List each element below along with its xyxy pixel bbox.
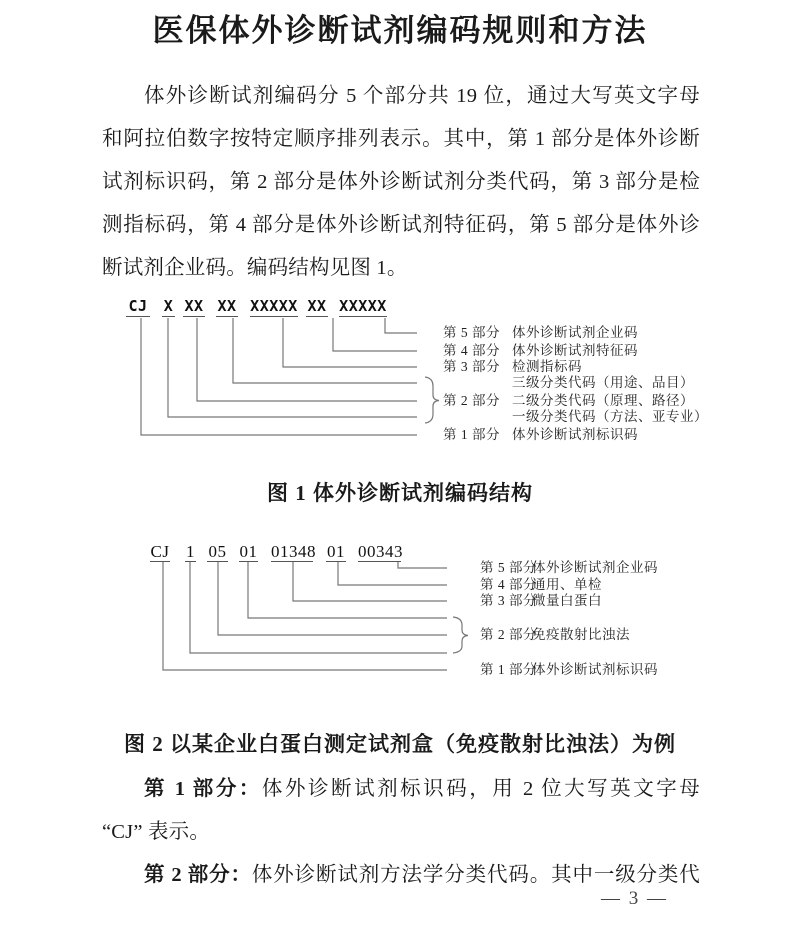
- fig2-part-desc: 通用、单检: [532, 577, 602, 592]
- figure2-diagram: [0, 540, 800, 692]
- figure2-caption: 图 2 以某企业白蛋白测定试剂盒（免疫散射比浊法）为例: [124, 732, 676, 756]
- fig1-part-label: 第 1 部分: [443, 427, 500, 442]
- fig1-code-segment: X: [163, 297, 174, 315]
- intro-line: 试剂标识码，第 2 部分是体外诊断试剂分类代码，第 3 部分是检: [102, 171, 700, 193]
- section1-line: [102, 768, 700, 811]
- section1-text: 体外诊断试剂标识码，用 2 位大写英文字母: [261, 778, 700, 800]
- fig1-part-label: 第 2 部分: [443, 393, 500, 408]
- fig2-part-label: 第 1 部分: [480, 662, 537, 677]
- fig1-code-segment: XX: [307, 297, 327, 315]
- fig1-part-desc: 检测指标码: [512, 359, 582, 374]
- figure1-diagram: [0, 295, 800, 465]
- fig1-part-label: 第 5 部分: [443, 325, 500, 340]
- section1-label: 第 1 部分：: [144, 778, 262, 800]
- fig2-code-segment: 05: [208, 542, 227, 561]
- fig1-part-desc: 体外诊断试剂标识码: [512, 427, 638, 442]
- fig1-label-row: [0, 359, 800, 375]
- figure1-caption: 图 1 体外诊断试剂编码结构: [267, 481, 533, 505]
- intro-line: 体外诊断试剂编码分 5 个部分共 19 位，通过大写英文字母: [144, 85, 700, 107]
- fig1-part-desc: 一级分类代码（方法、亚专业）: [512, 409, 708, 424]
- fig1-part-desc: 二级分类代码（原理、路径）: [512, 393, 694, 408]
- section2-label: 第 2 部分：: [144, 864, 252, 886]
- fig1-label-row: [0, 325, 800, 341]
- fig1-label-row: [0, 409, 800, 425]
- intro-line: 测指标码，第 4 部分是体外诊断试剂特征码，第 5 部分是体外诊: [102, 214, 700, 236]
- fig1-label-row: [0, 343, 800, 359]
- page-number: — 3 —: [601, 888, 668, 909]
- fig2-part-desc: 体外诊断试剂标识码: [532, 662, 658, 677]
- fig1-label-row: [0, 427, 800, 443]
- fig2-part-desc: 免疫散射比浊法: [532, 627, 630, 642]
- fig1-part-desc: 体外诊断试剂特征码: [512, 343, 638, 358]
- fig2-label-row: [0, 593, 800, 609]
- fig1-part-desc: 体外诊断试剂企业码: [512, 325, 638, 340]
- fig1-part-label: 第 4 部分: [443, 343, 500, 358]
- page-title: 医保体外诊断试剂编码规则和方法: [152, 13, 648, 48]
- fig1-part-desc: 三级分类代码（用途、品目）: [512, 375, 694, 390]
- fig2-part-label: 第 3 部分: [480, 593, 537, 608]
- fig2-label-row: [0, 577, 800, 593]
- fig2-label-row: [0, 627, 800, 643]
- fig1-label-row: [0, 375, 800, 391]
- fig2-code-segment: 01348: [271, 542, 316, 561]
- fig1-part-label: 第 3 部分: [443, 359, 500, 374]
- fig2-part-desc: 微量白蛋白: [532, 593, 602, 608]
- fig2-code-segment: CJ: [150, 542, 170, 561]
- fig2-code-segment: 01: [239, 542, 258, 561]
- fig2-part-label: 第 5 部分: [480, 560, 537, 575]
- fig1-label-row: [0, 393, 800, 409]
- fig2-code-segment: 1: [186, 542, 195, 561]
- fig2-part-label: 第 2 部分: [480, 627, 537, 642]
- fig2-label-row: [0, 560, 800, 576]
- fig1-code-segment: CJ: [126, 298, 150, 317]
- fig2-label-row: [0, 662, 800, 678]
- intro-line: 和阿拉伯数字按特定顺序排列表示。其中，第 1 部分是体外诊断: [102, 128, 700, 150]
- fig2-part-desc: 体外诊断试剂企业码: [532, 560, 658, 575]
- fig2-code-segment: 01: [327, 542, 345, 561]
- fig1-code-segment: XX: [217, 297, 237, 315]
- fig1-code-segment: XX: [184, 297, 204, 315]
- fig2-part-label: 第 4 部分: [480, 577, 537, 592]
- fig2-code-segment: 00343: [358, 542, 403, 561]
- fig1-code-segment: XXXXX: [339, 297, 387, 315]
- intro-line: 断试剂企业码。编码结构见图 1。: [102, 257, 408, 279]
- fig1-code-segment: XXXXX: [250, 297, 298, 315]
- section1-line2: “CJ” 表示。: [102, 821, 211, 843]
- section2-text: 体外诊断试剂方法学分类代码。其中一级分类代: [251, 864, 700, 886]
- intro-paragraph: [102, 75, 700, 290]
- section1-paragraph: [102, 768, 700, 854]
